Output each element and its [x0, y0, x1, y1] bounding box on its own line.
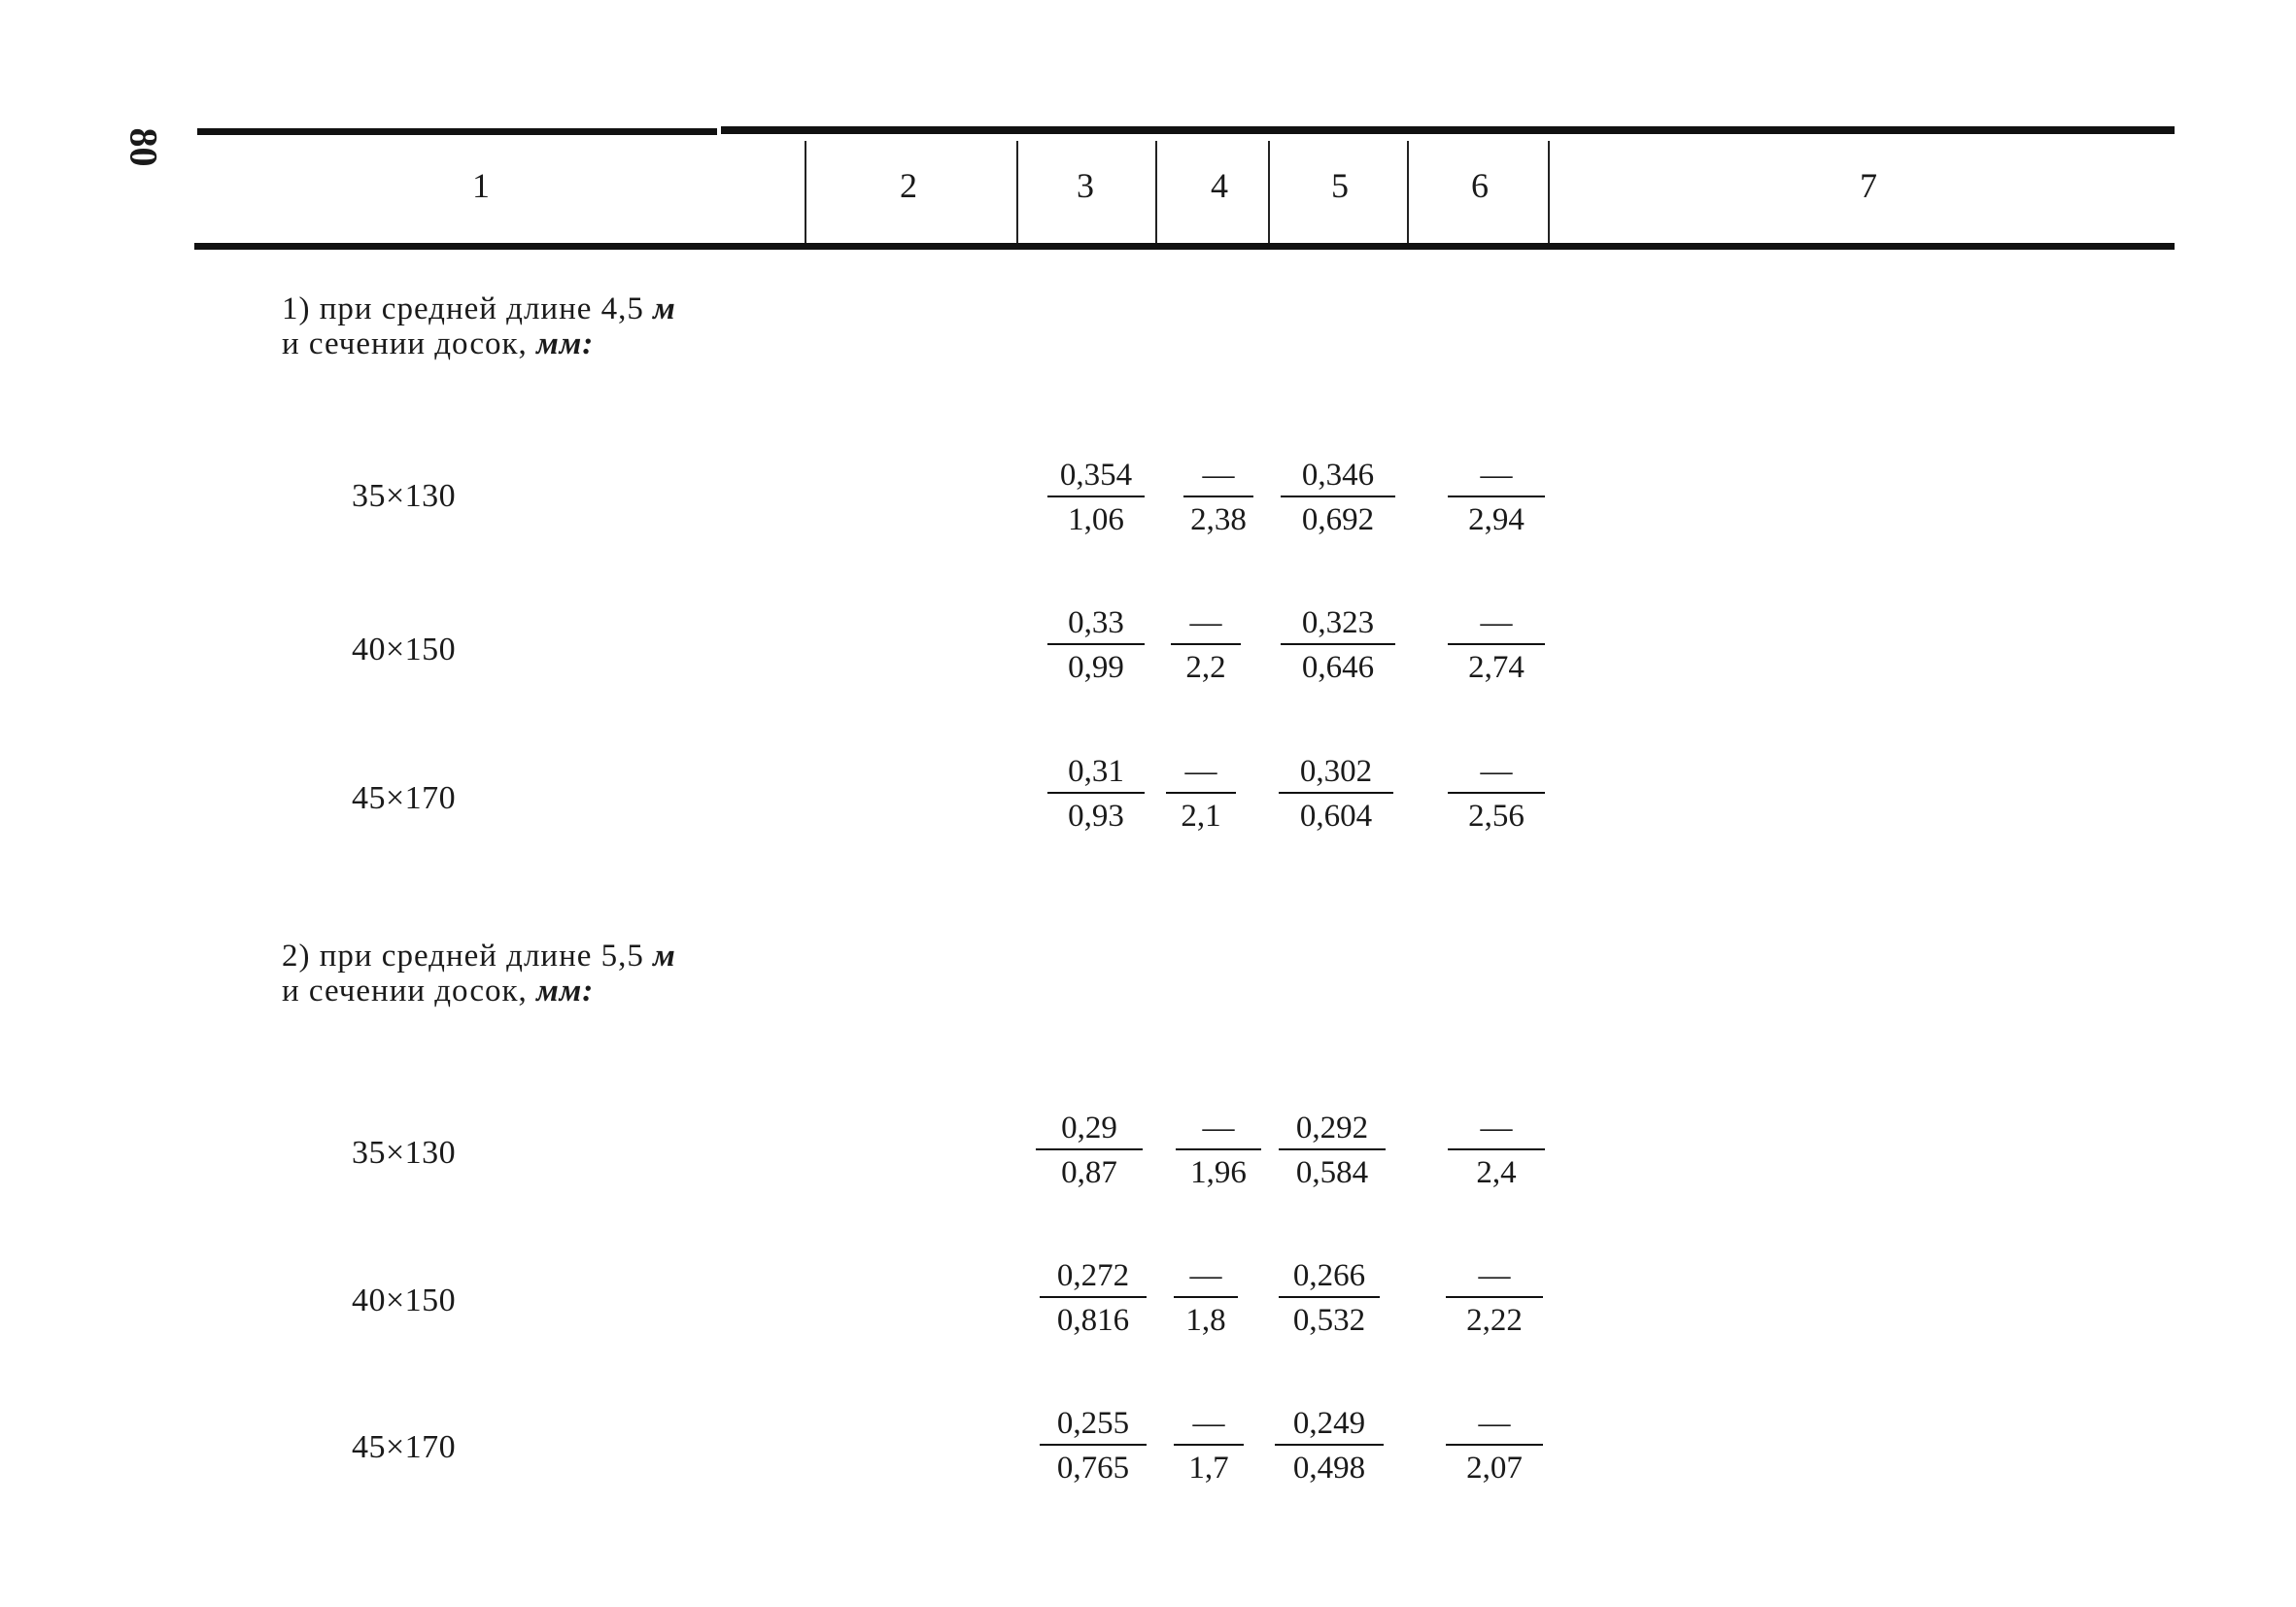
- numerator: —: [1448, 604, 1545, 645]
- header-top-rule-right: [721, 126, 2175, 134]
- column-header-3: 3: [1077, 166, 1094, 205]
- numerator: 0,29: [1036, 1110, 1143, 1150]
- fraction-col6: [1446, 1405, 1543, 1487]
- column-divider: [1548, 141, 1550, 243]
- numerator: —: [1171, 604, 1241, 645]
- numerator: 0,346: [1281, 457, 1395, 497]
- numerator: 0,255: [1040, 1405, 1147, 1446]
- denominator: 1,7: [1188, 1451, 1229, 1486]
- fraction-col5: [1279, 1110, 1386, 1191]
- row-label: 40×150: [352, 632, 457, 667]
- numerator: 0,266: [1279, 1257, 1380, 1298]
- column-header-1: 1: [472, 166, 490, 205]
- fraction-col3: [1040, 1405, 1147, 1487]
- denominator: 0,87: [1061, 1155, 1117, 1190]
- fraction-col4: [1174, 1405, 1244, 1487]
- numerator: 0,249: [1275, 1405, 1384, 1446]
- section-title-unit: мм:: [536, 326, 595, 361]
- numerator: —: [1448, 753, 1545, 794]
- numerator: 0,323: [1281, 604, 1395, 645]
- fraction-col6: [1448, 1110, 1545, 1191]
- row-label: 40×150: [352, 1282, 457, 1318]
- section-title-text: 1) при средней длине 4,5: [282, 291, 644, 326]
- denominator: 1,96: [1190, 1155, 1247, 1190]
- header-top-rule-left: [197, 128, 717, 135]
- fraction-col5: [1279, 1257, 1380, 1339]
- denominator: 0,646: [1301, 650, 1375, 685]
- fraction-col3: [1047, 753, 1145, 835]
- denominator: 0,816: [1056, 1303, 1130, 1338]
- fraction-col5: [1281, 604, 1395, 686]
- numerator: —: [1176, 1110, 1261, 1150]
- column-header-2: 2: [900, 166, 917, 205]
- section-title-unit: мм:: [536, 974, 595, 1009]
- denominator: 1,06: [1068, 502, 1124, 537]
- column-divider: [1268, 141, 1270, 243]
- denominator: 2,07: [1466, 1451, 1523, 1486]
- denominator: 0,765: [1056, 1451, 1130, 1486]
- numerator: —: [1183, 457, 1253, 497]
- numerator: —: [1174, 1257, 1238, 1298]
- section-title-unit: м: [653, 939, 676, 974]
- denominator: 0,498: [1292, 1451, 1366, 1486]
- denominator: 0,604: [1299, 799, 1373, 834]
- fraction-col6: [1448, 457, 1545, 538]
- fraction-col5: [1275, 1405, 1384, 1487]
- fraction-col5: [1279, 753, 1393, 835]
- numerator: 0,302: [1279, 753, 1393, 794]
- row-label: 35×130: [352, 478, 457, 514]
- fraction-col4: [1166, 753, 1236, 835]
- fraction-col3: [1047, 457, 1145, 538]
- column-divider: [1407, 141, 1409, 243]
- fraction-col3: [1040, 1257, 1147, 1339]
- section-title-text: и сечении досок,: [282, 974, 528, 1009]
- fraction-col6: [1446, 1257, 1543, 1339]
- row-label: 35×130: [352, 1135, 457, 1171]
- row-label: 45×170: [352, 1429, 457, 1465]
- section-1-title: [282, 291, 676, 361]
- denominator: 1,8: [1185, 1303, 1226, 1338]
- numerator: 0,272: [1040, 1257, 1147, 1298]
- column-divider: [805, 141, 806, 243]
- numerator: —: [1446, 1405, 1543, 1446]
- column-header-7: 7: [1860, 166, 1877, 205]
- numerator: —: [1448, 457, 1545, 497]
- fraction-col4: [1176, 1110, 1261, 1191]
- numerator: —: [1166, 753, 1236, 794]
- denominator: 2,4: [1476, 1155, 1517, 1190]
- section-title-unit: м: [653, 291, 676, 326]
- denominator: 2,38: [1190, 502, 1247, 537]
- column-divider: [1016, 141, 1018, 243]
- denominator: 0,99: [1068, 650, 1124, 685]
- denominator: 2,22: [1466, 1303, 1523, 1338]
- denominator: 0,93: [1068, 799, 1124, 834]
- denominator: 2,2: [1185, 650, 1226, 685]
- numerator: 0,292: [1279, 1110, 1386, 1150]
- denominator: 2,56: [1468, 799, 1525, 834]
- page-number: 80: [121, 127, 166, 167]
- numerator: 0,354: [1047, 457, 1145, 497]
- section-title-text: 2) при средней длине 5,5: [282, 939, 644, 974]
- numerator: —: [1448, 1110, 1545, 1150]
- fraction-col4: [1174, 1257, 1238, 1339]
- denominator: 0,692: [1301, 502, 1375, 537]
- section-title-text: и сечении досок,: [282, 326, 528, 361]
- fraction-col3: [1047, 604, 1145, 686]
- denominator: 0,532: [1292, 1303, 1366, 1338]
- column-header-6: 6: [1471, 166, 1489, 205]
- fraction-col4: [1183, 457, 1253, 538]
- row-label: 45×170: [352, 780, 457, 816]
- fraction-col5: [1281, 457, 1395, 538]
- denominator: 2,94: [1468, 502, 1525, 537]
- numerator: —: [1174, 1405, 1244, 1446]
- column-divider: [1155, 141, 1157, 243]
- fraction-col3: [1036, 1110, 1143, 1191]
- denominator: 2,1: [1181, 799, 1221, 834]
- denominator: 0,584: [1295, 1155, 1369, 1190]
- numerator: —: [1446, 1257, 1543, 1298]
- header-bottom-rule: [194, 243, 2175, 250]
- column-header-5: 5: [1331, 166, 1349, 205]
- fraction-col6: [1448, 753, 1545, 835]
- denominator: 2,74: [1468, 650, 1525, 685]
- fraction-col4: [1171, 604, 1241, 686]
- column-header-4: 4: [1211, 166, 1228, 205]
- section-2-title: [282, 939, 676, 1009]
- fraction-col6: [1448, 604, 1545, 686]
- numerator: 0,31: [1047, 753, 1145, 794]
- numerator: 0,33: [1047, 604, 1145, 645]
